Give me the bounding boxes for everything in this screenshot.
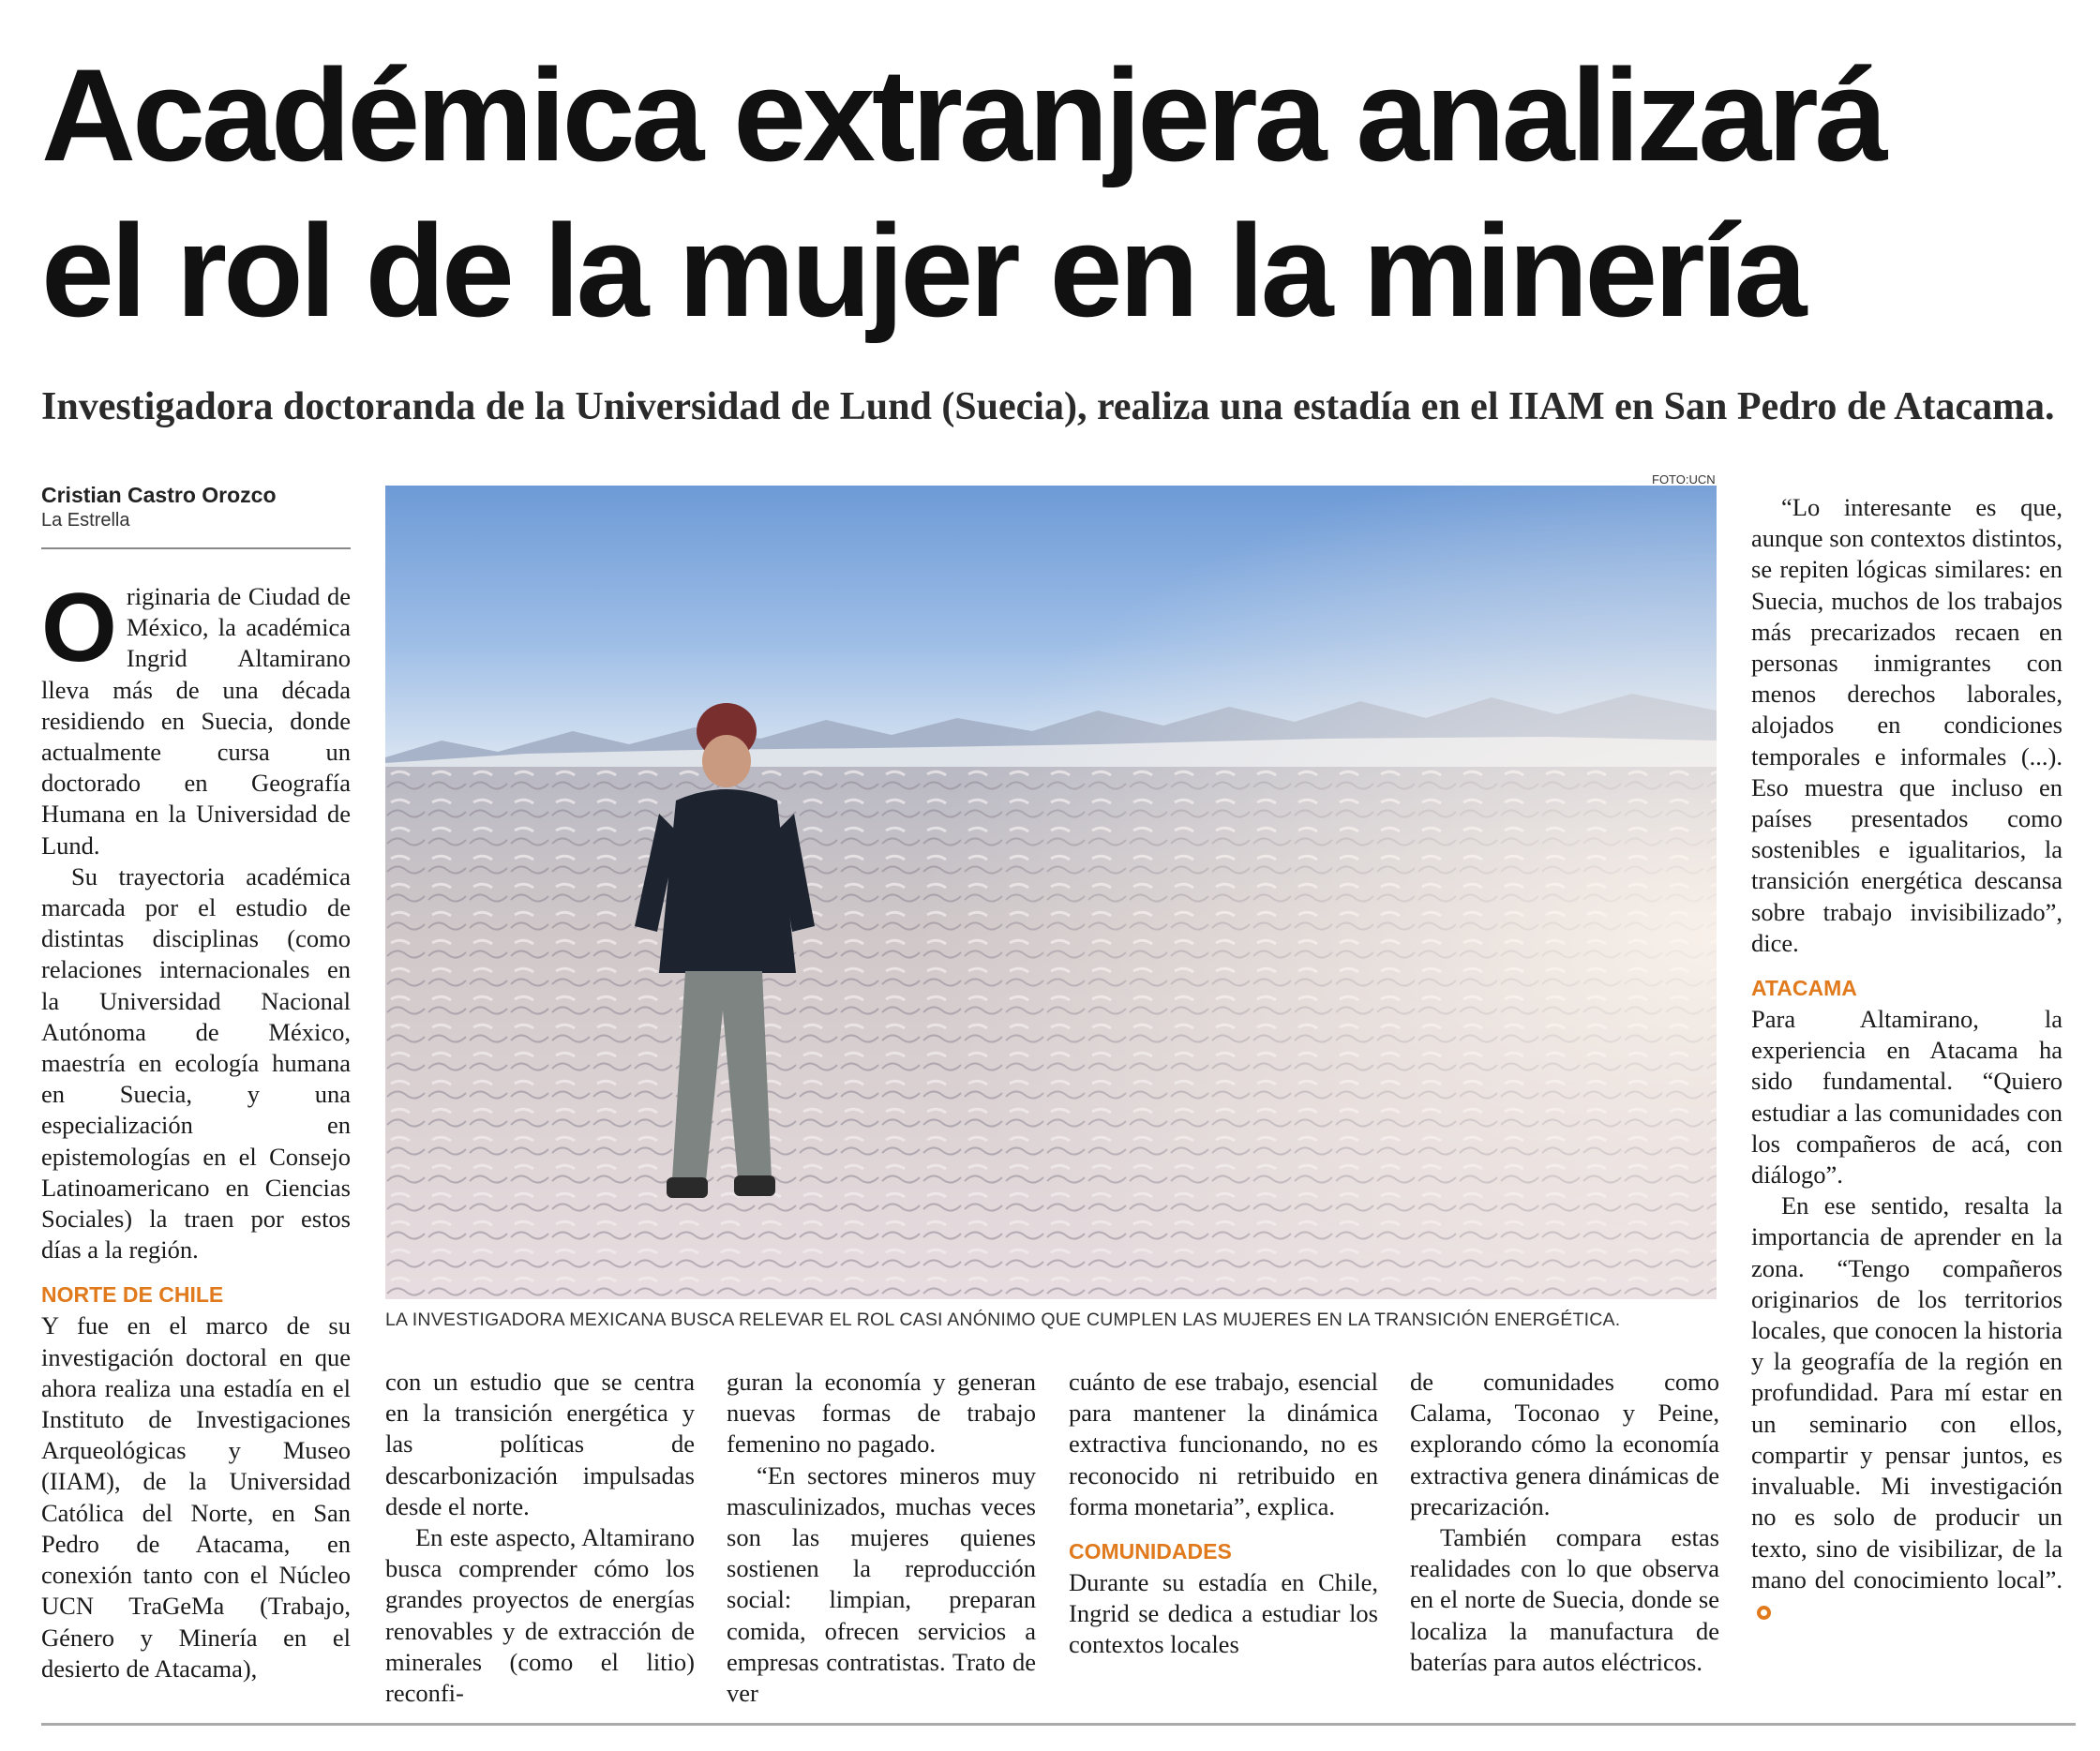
paragraph: Y fue en el marco de su investigación doctoral en que ahora realiza una estadía en el Instituto de Investigaciones Arqueológicas y Museo (IIAM), de la Universidad Católica del Norte, en San Pedro de Atacama, en conexión tanto con el Núcleo UCN TraGeMa (Trabajo, Género y Minería en el desierto de Atacama), bbox=[41, 1311, 351, 1683]
paragraph-final: En ese sentido, resalta la importancia de aprender en la zona. “Tengo compañeros originarios de los territorios locales, que conocen la historia y la geografía de la región en profundidad. Para mí estar en un seminario con ellos, compartir y pensar juntos, es invaluable. Mi investigación no es solo de producir un texto, sino de visibilizar, de la mano del conocimiento local”. bbox=[1751, 1190, 2062, 1626]
headline bbox=[41, 37, 2066, 349]
salt-flat-photo-illustration bbox=[385, 486, 1717, 1299]
paragraph: “Lo interesante es que, aunque son contextos distintos, se repiten lógicas similares: en Suecia, muchos de los trabajos más precarizados recaen en personas inmigrantes con menos derechos laborales, alojados en condiciones temporales e informales (...). Eso muestra que incluso en países presentados como sostenibles e igualitarios, la transición energética descansa sobre trabajo invisibilizado”, dice. bbox=[1751, 493, 2062, 957]
paragraph: Su trayectoria académica marcada por el estudio de distintas disciplinas (como relaciones internacionales en la Universidad Nacional Autónoma de México, maestría en ecología humana en Suecia, y una especialización en epistemologías en el Consejo Latinoamericano en Ciencias Sociales) la traen por estos días a la región. bbox=[41, 861, 351, 1265]
drop-cap: O bbox=[41, 574, 117, 682]
paragraph: de comunidades como Calama, Toconao y Peine, explorando cómo la economía extractiva genera dinámicas de precarización. bbox=[1410, 1368, 1719, 1520]
section-heading-norte: NORTE DE CHILE bbox=[41, 1282, 224, 1308]
paragraph: cuánto de ese trabajo, esencial para mantener la dinámica extractiva funcionando, no es reconocido ni retribuido en forma monetaria”, explica. bbox=[1069, 1368, 1378, 1520]
article-column-5 bbox=[1410, 1367, 1719, 1678]
headline-line-1: Académica extranjera analizará bbox=[41, 41, 1884, 188]
paragraph-intro: Originaria de Ciudad de México, la académica Ingrid Altamirano lleva más de una década residiendo en Suecia, donde actualmente cursa un doctorado en Geografía Humana en la Universidad de Lund. bbox=[41, 574, 351, 860]
paragraph: También compara estas realidades con lo que observa en el norte de Suecia, donde se localiza la manufactura de baterías para autos eléctricos. bbox=[1410, 1523, 1719, 1676]
paragraph: guran la economía y generan nuevas formas de trabajo femenino no pagado. bbox=[727, 1368, 1036, 1459]
article-photo bbox=[385, 486, 1717, 1299]
paragraph: Durante su estadía en Chile, Ingrid se dedica a estudiar los contextos locales bbox=[1069, 1568, 1378, 1659]
byline bbox=[41, 482, 351, 532]
section-heading-comunidades: COMUNIDADES bbox=[1069, 1539, 1232, 1564]
paragraph: En este aspecto, Altamirano busca comprender cómo los grandes proyectos de energías renovables y de extracción de minerales (como el litio) reconfi- bbox=[385, 1523, 695, 1708]
section-heading-atacama: ATACAMA bbox=[1751, 976, 1857, 1001]
photo-caption: LA INVESTIGADORA MEXICANA BUSCA RELEVAR EL ROL CASI ANÓNIMO QUE CUMPLEN LAS MUJERES EN LA TRANSICIÓN ENERGÉTICA. bbox=[385, 1310, 1621, 1330]
byline-divider bbox=[41, 547, 351, 549]
page-bottom-divider bbox=[41, 1723, 2076, 1726]
article-column-4 bbox=[1069, 1367, 1378, 1661]
article-column-3 bbox=[727, 1367, 1036, 1709]
outlet-name: La Estrella bbox=[41, 510, 130, 531]
author-name: Cristian Castro Orozco bbox=[41, 483, 277, 507]
headline-line-2: el rol de la mujer en la minería bbox=[41, 197, 1804, 344]
article-column-6 bbox=[1751, 492, 2062, 1626]
paragraph: con un estudio que se centra en la transición energética y las políticas de descarbonización impulsadas desde el norte. bbox=[385, 1368, 695, 1520]
end-of-article-icon bbox=[1757, 1606, 1771, 1620]
paragraph: “En sectores mineros muy masculinizados, muchas veces son las mujeres quienes sostienen la reproducción social: limpian, preparan comida, ofrecen servicios a empresas contratistas. Trato de ver bbox=[727, 1460, 1036, 1708]
subheadline: Investigadora doctoranda de la Universidad de Lund (Suecia), realiza una estadía en el IIAM en San Pedro de Atacama. bbox=[41, 385, 2055, 428]
paragraph: Para Altamirano, la experiencia en Atacama ha sido fundamental. “Quiero estudiar a las comunidades con los compañeros de acá, con diálogo”. bbox=[1751, 1005, 2062, 1190]
article-column-1 bbox=[41, 574, 351, 1684]
photo-credit: FOTO:UCN bbox=[1652, 472, 1716, 486]
article-column-2 bbox=[385, 1367, 695, 1709]
